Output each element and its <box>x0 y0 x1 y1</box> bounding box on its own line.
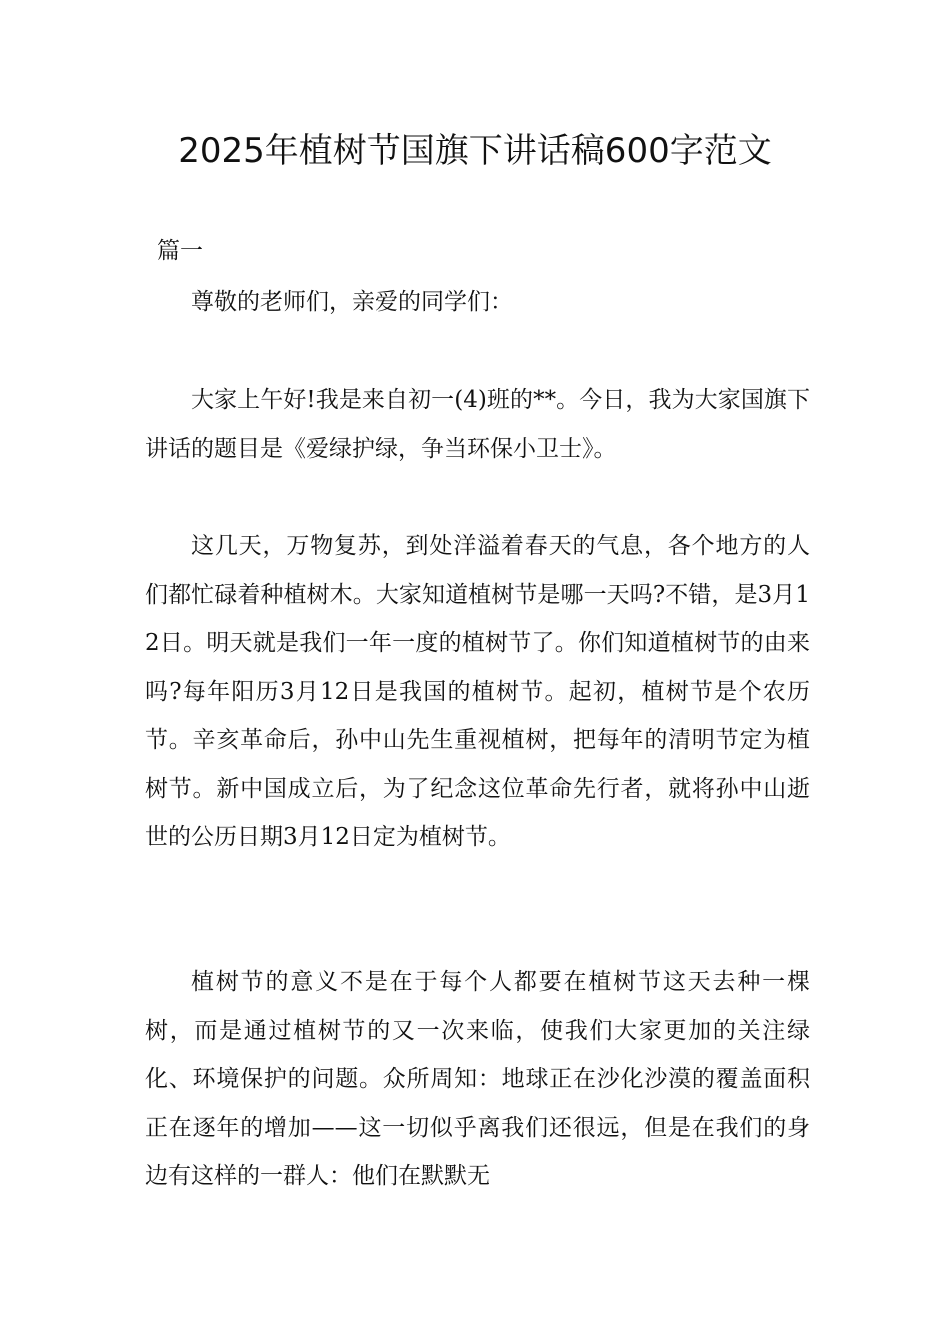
body-paragraph: 大家上午好!我是来自初一(4)班的**。今日，我为大家国旗下讲话的题目是《爱绿护绿，争当环保小卫士》。 <box>145 387 810 462</box>
document-title: 2025年植树节国旗下讲话稿600字范文 <box>178 131 772 171</box>
body-paragraph: 这几天，万物复苏，到处洋溢着春天的气息，各个地方的人们都忙碌着种植树木。大家知道植树节是哪一天吗?不错，是3月12日。明天就是我们一年一度的植树节了。你们知道植树节的由来吗?每年阳历3月12日是我国的植树节。起初，植树节是个农历节。辛亥革命后，孙中山先生重视植树，把每年的清明节定为植树节。新中国成立后，为了纪念这位革命先行者，就将孙中山逝世的公历日期3月12日定为植树节。 <box>145 533 810 850</box>
section-label: 篇一 <box>157 238 203 264</box>
body-paragraph: 植树节的意义不是在于每个人都要在植树节这天去种一棵树，而是通过植树节的又一次来临，使我们大家更加的关注绿化、环境保护的问题。众所周知：地球正在沙化沙漠的覆盖面积正在逐年的增加——这一切似乎离我们还很远，但是在我们的身边有这样的一群人：他们在默默无 <box>145 969 810 1189</box>
greeting-paragraph: 尊敬的老师们，亲爱的同学们： <box>191 289 513 315</box>
